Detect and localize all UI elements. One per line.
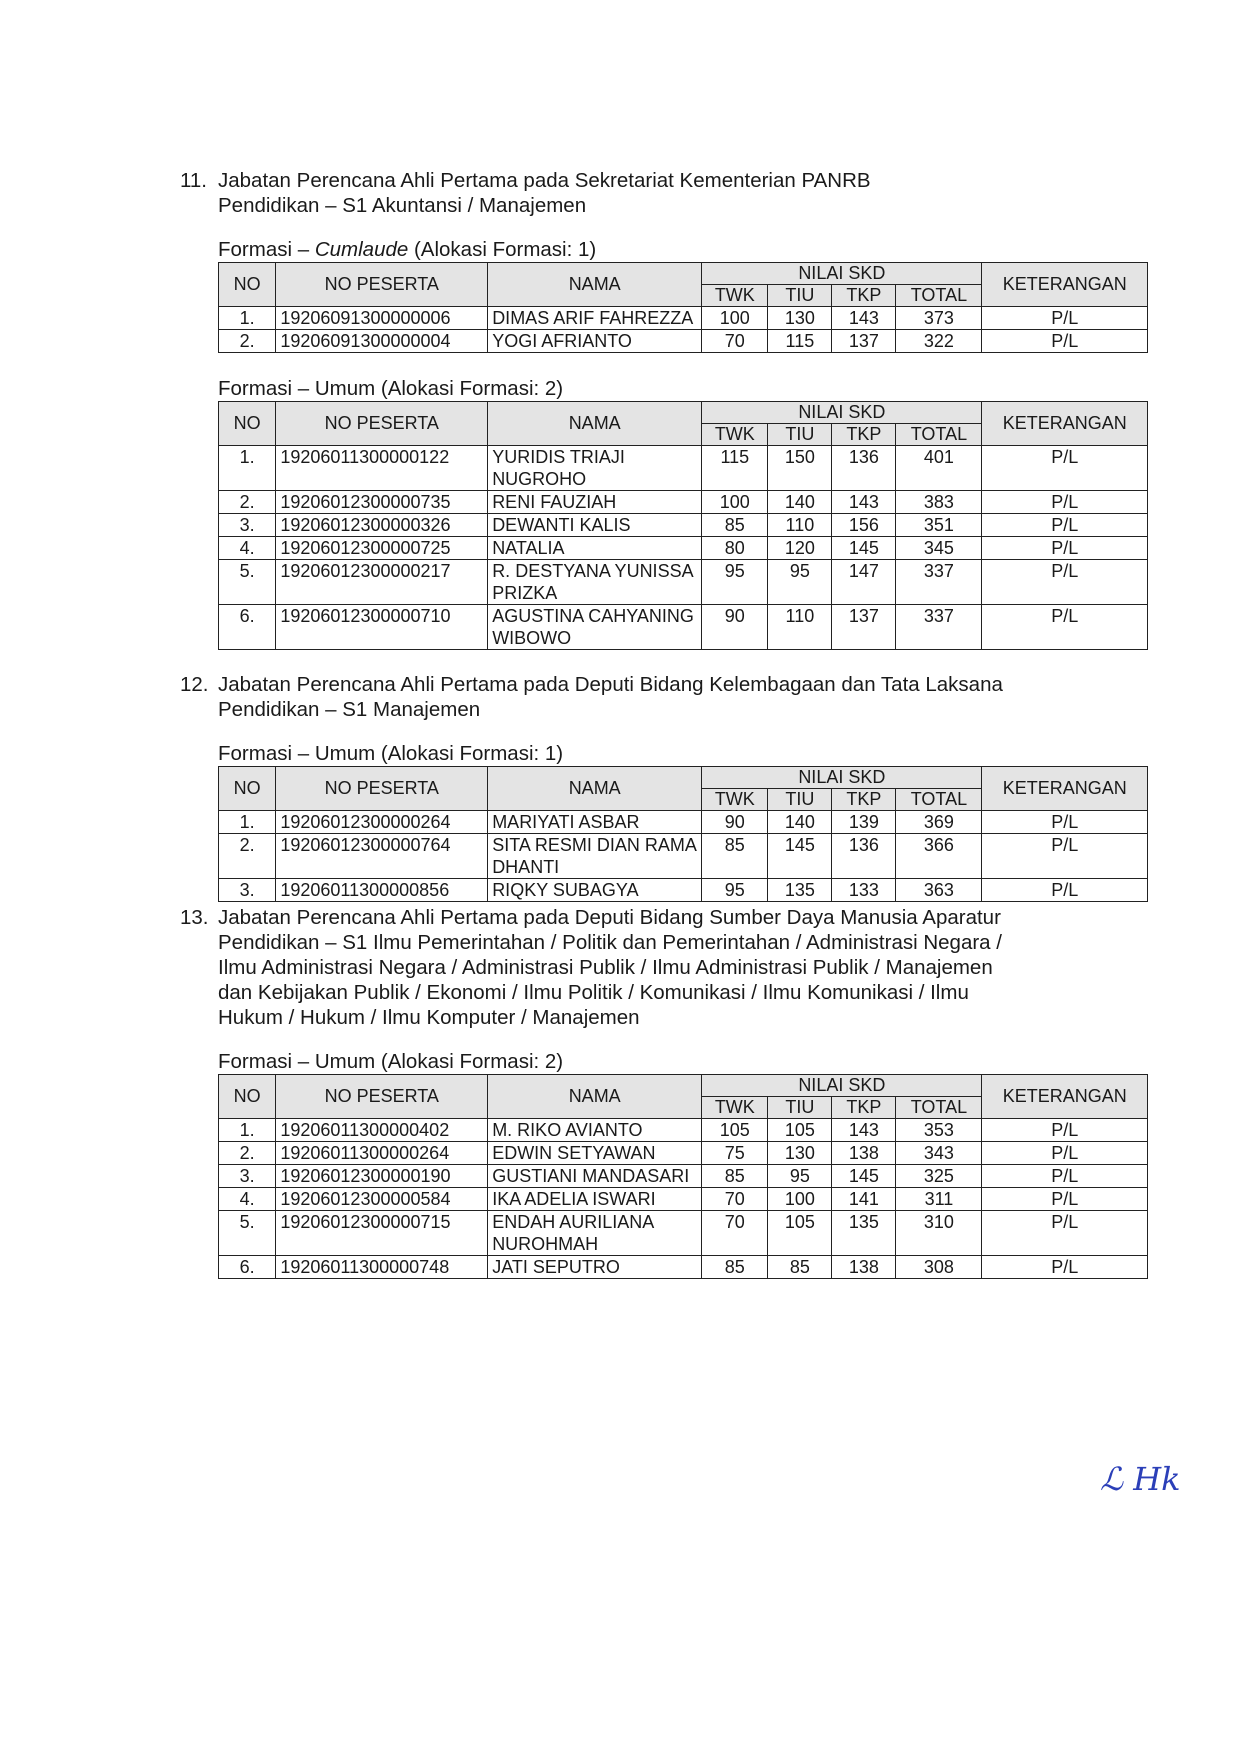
formasi-label — [218, 238, 1160, 262]
formasi-label-suffix: (Alokasi Formasi: 1) — [408, 238, 597, 261]
header-ket: KETERANGAN — [982, 402, 1148, 446]
section-title — [218, 672, 1118, 722]
cell-ket: P/L — [982, 537, 1148, 560]
header-ket: KETERANGAN — [982, 1075, 1148, 1119]
cell-nama: SITA RESMI DIAN RAMA DHANTI — [488, 834, 702, 879]
cell-peserta: 19206012300000326 — [276, 514, 488, 537]
table-row — [219, 879, 1148, 902]
table-row — [219, 1256, 1148, 1279]
heading-line: Hukum / Hukum / Ilmu Komputer / Manajemen — [218, 1006, 640, 1029]
header-no: NO — [219, 402, 276, 446]
header-nilai: NILAI SKD — [702, 402, 982, 424]
cell-ket: P/L — [982, 1256, 1148, 1279]
cell-total: 363 — [896, 879, 982, 902]
section-3 — [180, 905, 1160, 1279]
cell-tkp: 156 — [832, 514, 896, 537]
cell-peserta: 19206012300000264 — [276, 811, 488, 834]
cell-peserta: 19206012300000217 — [276, 560, 488, 605]
section-2 — [180, 672, 1160, 902]
header-nama: NAMA — [488, 767, 702, 811]
formasi-label — [218, 377, 1160, 401]
header-tiu: TIU — [768, 1097, 832, 1119]
section-title — [218, 905, 1118, 1030]
cell-total: 308 — [896, 1256, 982, 1279]
ranking-table — [218, 262, 1148, 353]
header-tkp: TKP — [832, 1097, 896, 1119]
table-row — [219, 491, 1148, 514]
cell-twk: 95 — [702, 879, 768, 902]
cell-twk: 90 — [702, 605, 768, 650]
cell-peserta: 19206012300000710 — [276, 605, 488, 650]
cell-peserta: 19206012300000715 — [276, 1211, 488, 1256]
cell-twk: 90 — [702, 811, 768, 834]
cell-tiu: 110 — [768, 605, 832, 650]
cell-peserta: 19206011300000748 — [276, 1256, 488, 1279]
cell-tkp: 147 — [832, 560, 896, 605]
heading-line: Pendidikan – S1 Akuntansi / Manajemen — [218, 194, 587, 217]
ranking-table — [218, 401, 1148, 650]
table-row — [219, 446, 1148, 491]
cell-twk: 85 — [702, 1165, 768, 1188]
cell-no: 1. — [219, 446, 276, 491]
table-row — [219, 514, 1148, 537]
cell-ket: P/L — [982, 560, 1148, 605]
cell-no: 4. — [219, 537, 276, 560]
cell-ket: P/L — [982, 446, 1148, 491]
cell-total: 343 — [896, 1142, 982, 1165]
heading-line: Pendidikan – S1 Ilmu Pemerintahan / Politik dan Pemerintahan / Administrasi Negara / — [218, 931, 1002, 954]
heading-line: Ilmu Administrasi Negara / Administrasi Publik / Ilmu Administrasi Publik / Manajemen — [218, 956, 993, 979]
header-peserta: NO PESERTA — [276, 1075, 488, 1119]
section-heading — [180, 905, 1160, 1030]
cell-nama: ENDAH AURILIANA NUROHMAH — [488, 1211, 702, 1256]
table-row — [219, 1211, 1148, 1256]
cell-nama: DIMAS ARIF FAHREZZA — [488, 307, 702, 330]
cell-peserta: 19206091300000004 — [276, 330, 488, 353]
table-row — [219, 1165, 1148, 1188]
formasi-label — [218, 742, 1160, 766]
cell-ket: P/L — [982, 1165, 1148, 1188]
cell-tiu: 110 — [768, 514, 832, 537]
cell-tiu: 135 — [768, 879, 832, 902]
cell-nama: DEWANTI KALIS — [488, 514, 702, 537]
cell-ket: P/L — [982, 834, 1148, 879]
cell-no: 3. — [219, 1165, 276, 1188]
cell-no: 2. — [219, 834, 276, 879]
cell-no: 1. — [219, 811, 276, 834]
cell-nama: IKA ADELIA ISWARI — [488, 1188, 702, 1211]
cell-twk: 80 — [702, 537, 768, 560]
cell-peserta: 19206012300000764 — [276, 834, 488, 879]
cell-ket: P/L — [982, 1142, 1148, 1165]
cell-total: 311 — [896, 1188, 982, 1211]
cell-ket: P/L — [982, 879, 1148, 902]
header-twk: TWK — [702, 1097, 768, 1119]
header-nilai: NILAI SKD — [702, 767, 982, 789]
cell-no: 6. — [219, 605, 276, 650]
cell-twk: 100 — [702, 307, 768, 330]
header-nama: NAMA — [488, 402, 702, 446]
cell-twk: 85 — [702, 1256, 768, 1279]
cell-ket: P/L — [982, 491, 1148, 514]
cell-tiu: 120 — [768, 537, 832, 560]
heading-line: dan Kebijakan Publik / Ekonomi / Ilmu Politik / Komunikasi / Ilmu Komunikasi / Ilmu — [218, 981, 969, 1004]
cell-twk: 70 — [702, 330, 768, 353]
cell-twk: 105 — [702, 1119, 768, 1142]
cell-total: 366 — [896, 834, 982, 879]
cell-total: 337 — [896, 560, 982, 605]
cell-tkp: 139 — [832, 811, 896, 834]
table-row — [219, 605, 1148, 650]
cell-total: 337 — [896, 605, 982, 650]
cell-twk: 70 — [702, 1188, 768, 1211]
cell-twk: 75 — [702, 1142, 768, 1165]
formasi-label-italic: Cumlaude — [314, 238, 409, 261]
section-title — [218, 168, 1118, 218]
cell-no: 4. — [219, 1188, 276, 1211]
cell-tkp: 145 — [832, 1165, 896, 1188]
section-number: 13. — [180, 906, 209, 929]
cell-nama: YURIDIS TRIAJI NUGROHO — [488, 446, 702, 491]
cell-total: 351 — [896, 514, 982, 537]
cell-nama: R. DESTYANA YUNISSA PRIZKA — [488, 560, 702, 605]
cell-ket: P/L — [982, 307, 1148, 330]
cell-tkp: 138 — [832, 1256, 896, 1279]
formasi-label-text: Formasi – Umum (Alokasi Formasi: 2) — [218, 1050, 564, 1073]
cell-tiu: 95 — [768, 560, 832, 605]
cell-peserta: 19206012300000190 — [276, 1165, 488, 1188]
cell-tkp: 143 — [832, 307, 896, 330]
header-twk: TWK — [702, 789, 768, 811]
cell-no: 3. — [219, 879, 276, 902]
table-row — [219, 811, 1148, 834]
table-header-row — [219, 263, 1148, 285]
cell-tkp: 143 — [832, 1119, 896, 1142]
cell-ket: P/L — [982, 330, 1148, 353]
header-tkp: TKP — [832, 424, 896, 446]
cell-ket: P/L — [982, 1188, 1148, 1211]
table-row — [219, 560, 1148, 605]
table-row — [219, 537, 1148, 560]
header-peserta: NO PESERTA — [276, 263, 488, 307]
cell-peserta: 19206012300000584 — [276, 1188, 488, 1211]
cell-tiu: 85 — [768, 1256, 832, 1279]
cell-tiu: 150 — [768, 446, 832, 491]
cell-tiu: 145 — [768, 834, 832, 879]
cell-total: 383 — [896, 491, 982, 514]
cell-tiu: 115 — [768, 330, 832, 353]
cell-tkp: 136 — [832, 834, 896, 879]
header-nilai: NILAI SKD — [702, 1075, 982, 1097]
cell-nama: GUSTIANI MANDASARI — [488, 1165, 702, 1188]
cell-ket: P/L — [982, 605, 1148, 650]
header-total: TOTAL — [896, 285, 982, 307]
cell-nama: JATI SEPUTRO — [488, 1256, 702, 1279]
cell-nama: AGUSTINA CAHYANING WIBOWO — [488, 605, 702, 650]
cell-twk: 95 — [702, 560, 768, 605]
section-1 — [180, 168, 1160, 650]
header-ket: KETERANGAN — [982, 767, 1148, 811]
table-row — [219, 307, 1148, 330]
heading-line: Pendidikan – S1 Manajemen — [218, 698, 481, 721]
cell-tkp: 143 — [832, 491, 896, 514]
table-header-row — [219, 767, 1148, 789]
cell-ket: P/L — [982, 811, 1148, 834]
header-twk: TWK — [702, 424, 768, 446]
cell-ket: P/L — [982, 514, 1148, 537]
section-number: 12. — [180, 673, 209, 696]
formasi-label-text: Formasi – Umum (Alokasi Formasi: 2) — [218, 377, 564, 400]
cell-twk: 100 — [702, 491, 768, 514]
header-total: TOTAL — [896, 424, 982, 446]
section-heading — [180, 168, 1160, 218]
cell-tkp: 141 — [832, 1188, 896, 1211]
cell-nama: M. RIKO AVIANTO — [488, 1119, 702, 1142]
cell-tiu: 140 — [768, 491, 832, 514]
cell-tkp: 135 — [832, 1211, 896, 1256]
cell-nama: YOGI AFRIANTO — [488, 330, 702, 353]
heading-line: Jabatan Perencana Ahli Pertama pada Sekretariat Kementerian PANRB — [218, 169, 871, 192]
header-no: NO — [219, 263, 276, 307]
table-row — [219, 1188, 1148, 1211]
cell-tkp: 133 — [832, 879, 896, 902]
formasi-label-text: Formasi – Umum (Alokasi Formasi: 1) — [218, 742, 564, 765]
cell-nama: MARIYATI ASBAR — [488, 811, 702, 834]
header-nama: NAMA — [488, 1075, 702, 1119]
cell-ket: P/L — [982, 1119, 1148, 1142]
header-no: NO — [219, 767, 276, 811]
section-heading — [180, 672, 1160, 722]
paraf-signature: ℒ Hk — [1100, 1460, 1181, 1498]
header-nama: NAMA — [488, 263, 702, 307]
cell-peserta: 19206012300000735 — [276, 491, 488, 514]
header-no: NO — [219, 1075, 276, 1119]
cell-total: 325 — [896, 1165, 982, 1188]
table-header-row — [219, 402, 1148, 424]
cell-total: 322 — [896, 330, 982, 353]
header-ket: KETERANGAN — [982, 263, 1148, 307]
cell-twk: 115 — [702, 446, 768, 491]
cell-twk: 85 — [702, 834, 768, 879]
cell-tkp: 137 — [832, 330, 896, 353]
cell-tiu: 130 — [768, 307, 832, 330]
cell-no: 5. — [219, 1211, 276, 1256]
header-tkp: TKP — [832, 789, 896, 811]
cell-peserta: 19206091300000006 — [276, 307, 488, 330]
cell-twk: 85 — [702, 514, 768, 537]
header-total: TOTAL — [896, 1097, 982, 1119]
cell-no: 3. — [219, 514, 276, 537]
cell-total: 310 — [896, 1211, 982, 1256]
cell-no: 6. — [219, 1256, 276, 1279]
cell-total: 353 — [896, 1119, 982, 1142]
cell-total: 345 — [896, 537, 982, 560]
ranking-table — [218, 766, 1148, 902]
header-total: TOTAL — [896, 789, 982, 811]
cell-peserta: 19206011300000122 — [276, 446, 488, 491]
cell-twk: 70 — [702, 1211, 768, 1256]
cell-no: 2. — [219, 330, 276, 353]
cell-total: 369 — [896, 811, 982, 834]
table-row — [219, 1142, 1148, 1165]
cell-peserta: 19206011300000264 — [276, 1142, 488, 1165]
section-number: 11. — [180, 169, 207, 192]
cell-tiu: 95 — [768, 1165, 832, 1188]
cell-tiu: 105 — [768, 1211, 832, 1256]
table-row — [219, 1119, 1148, 1142]
cell-total: 373 — [896, 307, 982, 330]
cell-tiu: 105 — [768, 1119, 832, 1142]
header-twk: TWK — [702, 285, 768, 307]
cell-nama: RIQKY SUBAGYA — [488, 879, 702, 902]
header-nilai: NILAI SKD — [702, 263, 982, 285]
cell-no: 1. — [219, 307, 276, 330]
cell-nama: NATALIA — [488, 537, 702, 560]
cell-peserta: 19206012300000725 — [276, 537, 488, 560]
heading-line: Jabatan Perencana Ahli Pertama pada Deputi Bidang Sumber Daya Manusia Aparatur — [218, 906, 1001, 929]
cell-no: 2. — [219, 491, 276, 514]
cell-peserta: 19206011300000402 — [276, 1119, 488, 1142]
cell-tkp: 136 — [832, 446, 896, 491]
cell-tiu: 130 — [768, 1142, 832, 1165]
header-tkp: TKP — [832, 285, 896, 307]
cell-tkp: 137 — [832, 605, 896, 650]
ranking-table — [218, 1074, 1148, 1279]
cell-no: 1. — [219, 1119, 276, 1142]
cell-tiu: 100 — [768, 1188, 832, 1211]
formasi-label-text: Formasi – — [218, 238, 315, 261]
formasi-label — [218, 1050, 1160, 1074]
table-row — [219, 834, 1148, 879]
header-tiu: TIU — [768, 285, 832, 307]
cell-no: 2. — [219, 1142, 276, 1165]
heading-line: Jabatan Perencana Ahli Pertama pada Deputi Bidang Kelembagaan dan Tata Laksana — [218, 673, 1003, 696]
header-peserta: NO PESERTA — [276, 767, 488, 811]
cell-tkp: 138 — [832, 1142, 896, 1165]
cell-tkp: 145 — [832, 537, 896, 560]
cell-ket: P/L — [982, 1211, 1148, 1256]
header-tiu: TIU — [768, 789, 832, 811]
cell-no: 5. — [219, 560, 276, 605]
cell-total: 401 — [896, 446, 982, 491]
cell-nama: EDWIN SETYAWAN — [488, 1142, 702, 1165]
cell-peserta: 19206011300000856 — [276, 879, 488, 902]
table-header-row — [219, 1075, 1148, 1097]
header-tiu: TIU — [768, 424, 832, 446]
table-row — [219, 330, 1148, 353]
cell-tiu: 140 — [768, 811, 832, 834]
cell-nama: RENI FAUZIAH — [488, 491, 702, 514]
header-peserta: NO PESERTA — [276, 402, 488, 446]
